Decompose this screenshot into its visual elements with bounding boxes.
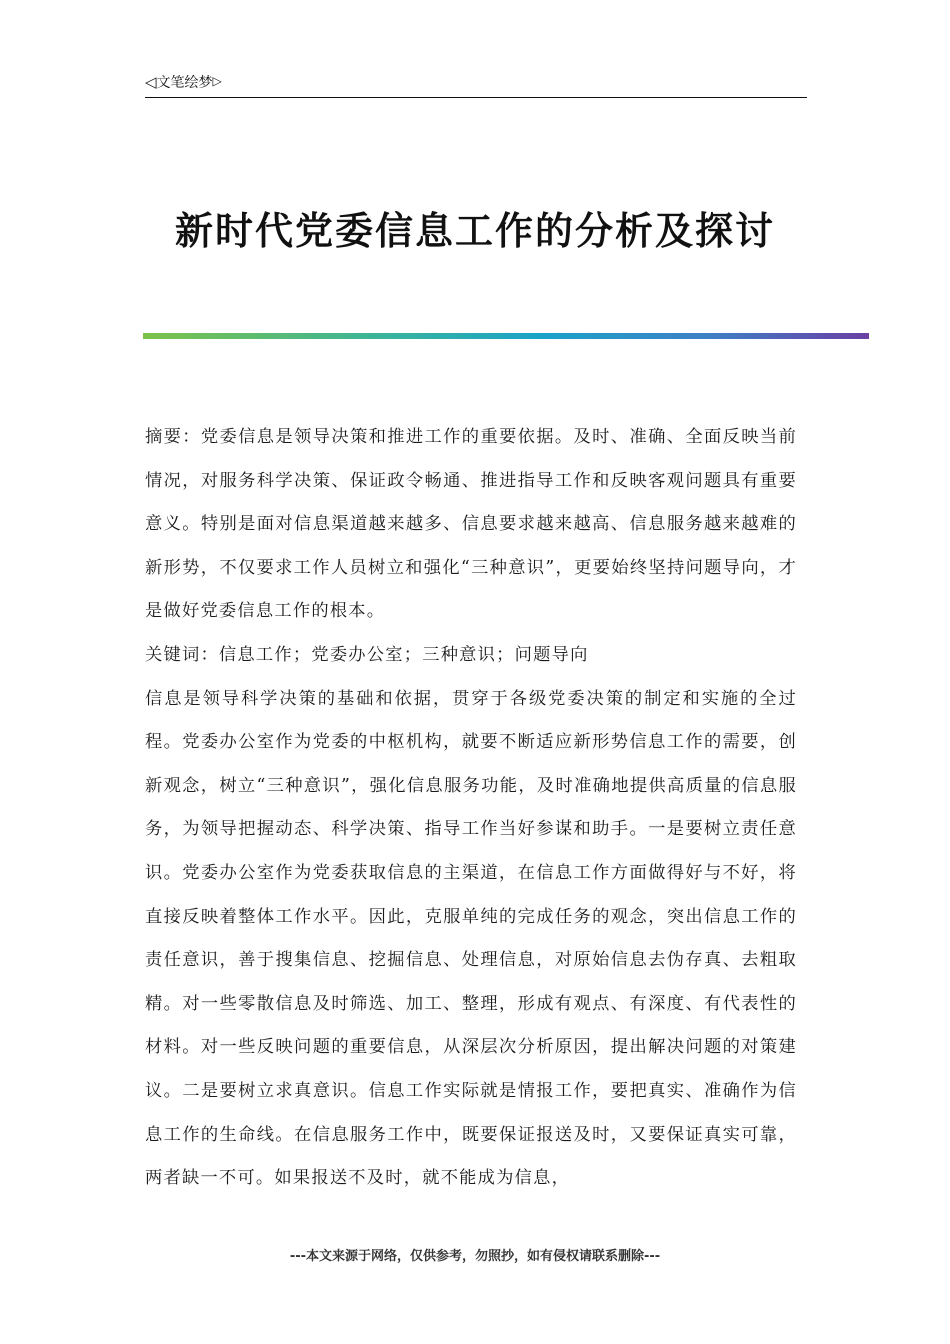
abstract-paragraph: 摘要：党委信息是领导决策和推进工作的重要依据。及时、准确、全面反映当前情况，对服务科学决策、保证政令畅通、推进指导工作和反映客观问题具有重要意义。特别是面对信息渠道越来越多、信息要求越来越高、信息服务越来越难的新形势，不仅要求工作人员树立和强化“三种意识”，更要始终坚持问题导向，才是做好党委信息工作的根本。 [145,427,797,622]
document-content [145,416,797,1201]
document-title: 新时代党委信息工作的分析及探讨 [174,209,775,253]
header-brand: 文笔绘梦 [156,75,213,91]
body-paragraph: 信息是领导科学决策的基础和依据，贯穿于各级党委决策的制定和实施的全过程。党委办公室作为党委的中枢机构，就要不断适应新形势信息工作的需要，创新观念，树立“三种意识”，强化信息服务功能，及时准确地提供高质量的信息服务，为领导把握动态、科学决策、指导工作当好参谋和助手。一是要树立责任意识。党委办公室作为党委获取信息的主渠道，在信息工作方面做得好与不好，将直接反映着整体工作水平。因此，克服单纯的完成任务的观念，突出信息工作的责任意识，善于搜集信息、挖掘信息、处理信息，对原始信息去伪存真、去粗取精。对一些零散信息及时筛选、加工、整理，形成有观点、有深度、有代表性的材料。对一些反映问题的重要信息，从深层次分析原因，提出解决问题的对策建议。二是要树立求真意识。信息工作实际就是情报工作，要把真实、准确作为信息工作的生命线。在信息服务工作中，既要保证报送及时，又要保证真实可靠，两者缺一不可。如果报送不及时，就不能成为信息， [145,688,797,1189]
left-triangle-icon: ◁ [145,73,157,91]
gradient-divider [143,333,869,339]
keywords-paragraph: 关键词：信息工作；党委办公室；三种意识；问题导向 [145,644,589,665]
right-triangle-icon: ▷ [212,74,222,88]
page-header [145,72,807,98]
footer-disclaimer: ---本文来源于网络，仅供参考，勿照抄，如有侵权请联系删除--- [289,1249,661,1264]
